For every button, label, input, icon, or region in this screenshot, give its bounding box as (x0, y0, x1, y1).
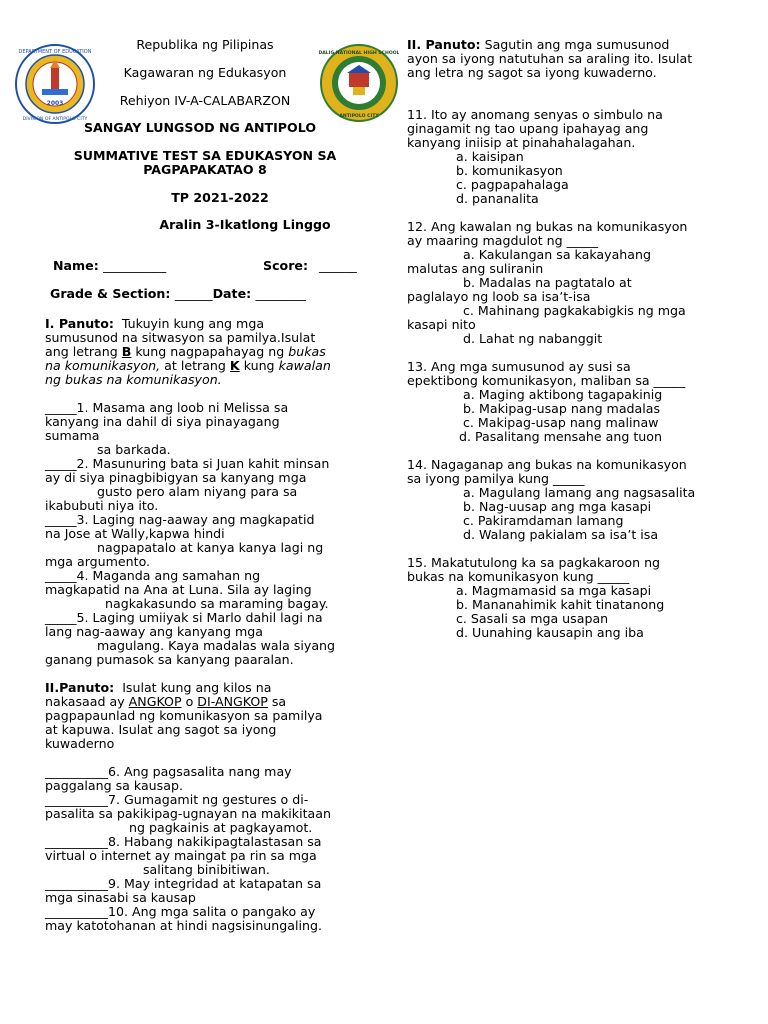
q12-choice-a-cont: malutas ang suliranin (407, 261, 544, 276)
grade-blank[interactable]: ______ (174, 286, 213, 301)
item-2-line4: ikabubuti niya ito. (45, 498, 159, 513)
part2-line2a: nakasaad ay (45, 694, 125, 709)
item-1-line1: _____1. Masama ang loob ni Melissa sa (45, 400, 289, 415)
item-4-line2: magkapatid na Ana at Luna. Sila ay laging (45, 582, 312, 597)
part1-section (45, 317, 370, 933)
q15-stem-1: 15. Makatutulong ka sa pagkakaroon ng (407, 555, 661, 570)
question-15 (407, 556, 727, 640)
part2-items (45, 765, 370, 933)
score-label: Score: (263, 258, 308, 273)
q12-stem-2: ay maaring magdulot ng _____ (407, 233, 599, 248)
part2-heading: II.Panuto: (45, 680, 115, 695)
item-7-line2: pasalita sa pakikipag-ugnayan na makikitaan (45, 806, 331, 821)
q13-stem-1: 13. Ang mga sumusunod ay susi sa (407, 359, 631, 374)
part2-line1: Isulat kung ang kilos na (122, 680, 272, 695)
q13-stem-2: epektibong komunikasyon, maliban sa _____ (407, 373, 686, 388)
q13-choice-a[interactable]: a. Maging aktibong tagapakinig (463, 387, 663, 402)
part2-line2b: o (185, 694, 194, 709)
item-1-line4: sa barkada. (97, 442, 171, 457)
angkop-label: ANGKOP (128, 694, 182, 709)
item-2-line3: gusto pero alam niyang para sa (97, 484, 298, 499)
q12-choice-a[interactable]: a. Kakulangan sa kakayahang (463, 247, 651, 262)
item-8-line3: salitang binibitiwan. (143, 862, 270, 877)
name-blank[interactable]: __________ (103, 258, 167, 273)
item-3-line4: mga argumento. (45, 554, 151, 569)
q11-choice-c[interactable]: c. pagpapahalaga (456, 177, 569, 192)
item-1 (45, 401, 370, 457)
svg-text:DEPARTMENT OF EDUCATION: DEPARTMENT OF EDUCATION (18, 49, 92, 55)
item-5 (45, 611, 370, 667)
part3-heading: II. Panuto: (407, 37, 481, 52)
item-1-line2: kanyang ina dahil di siya pinayagang (45, 414, 280, 429)
school-logo (319, 43, 399, 123)
svg-text:DALIG NATIONAL HIGH SCHOOL: DALIG NATIONAL HIGH SCHOOL (319, 51, 399, 56)
item-8 (45, 835, 370, 877)
di-angkop-label: DI-ANGKOP (197, 694, 268, 709)
q14-choice-c[interactable]: c. Pakiramdaman lamang (463, 513, 624, 528)
q12-choice-b-cont: paglalayo ng loob sa isa’t-isa (407, 289, 591, 304)
q11-choice-b[interactable]: b. komunikasyon (456, 163, 563, 178)
part3-line2: ayon sa iyong natutuhan sa araling ito. Isulat (407, 51, 693, 66)
item-7-line3: ng pagkainis at pagkayamot. (129, 820, 313, 835)
item-5-line1: _____5. Laging umiiyak si Marlo dahil lagi na (45, 610, 323, 625)
part2-line2c: sa (271, 694, 287, 709)
q13-choice-d[interactable]: d. Pasalitang mensahe ang tuon (459, 429, 662, 444)
part2-section (45, 681, 370, 751)
part1-instructions (45, 317, 370, 387)
part1-line4a: na komunikasyon, (45, 358, 161, 373)
part1-items (45, 401, 370, 667)
q12-choice-c[interactable]: c. Mahinang pagkakabigkis ng mga (463, 303, 686, 318)
question-13 (407, 360, 727, 444)
q11-choice-d[interactable]: d. pananalita (456, 191, 539, 206)
item-2 (45, 457, 370, 513)
svg-text:2003: 2003 (46, 100, 64, 107)
item-7-line1: __________7. Gumagamit ng gestures o di- (45, 792, 309, 807)
q14-choice-b[interactable]: b. Nag-uusap ang mga kasapi (463, 499, 652, 514)
part1-line5: ng bukas na komunikasyon. (45, 372, 222, 387)
q14-choice-d[interactable]: d. Walang pakialam sa isa’t isa (463, 527, 659, 542)
q12-choice-b[interactable]: b. Madalas na pagtatalo at (463, 275, 632, 290)
part3-instructions (407, 38, 727, 80)
item-4 (45, 569, 370, 611)
date-blank[interactable]: ________ (255, 286, 306, 301)
item-10-line2: may katotohanan at hindi nagsisinungaling. (45, 918, 322, 933)
item-1-line3: sumama (45, 428, 100, 443)
item-6-line1: __________6. Ang pagsasalita nang may (45, 764, 292, 779)
lesson-title: Aralin 3-Ikatlong Linggo (159, 217, 331, 232)
svg-text:ANTIPOLO CITY: ANTIPOLO CITY (339, 114, 379, 119)
part1-line2: sumusunod na sitwasyon sa pamilya.Isulat (45, 330, 316, 345)
date-label: Date: (212, 286, 252, 301)
grade-date-row (50, 287, 370, 301)
question-12 (407, 220, 727, 346)
q11-choice-a[interactable]: a. kaisipan (456, 149, 524, 164)
item-9-line2: mga sinasabi sa kausap (45, 890, 196, 905)
item-8-line1: __________8. Habang nakikipagtalastasan sa (45, 834, 322, 849)
item-5-line3: magulang. Kaya madalas wala siyang (97, 638, 336, 653)
question-14 (407, 458, 727, 542)
header-region: Rehiyon IV-A-CALABARZON (119, 93, 291, 108)
name-label: Name: (53, 258, 99, 273)
part2-line3: pagpapaunlad ng komunikasyon sa pamilya (45, 708, 323, 723)
item-4-line1: _____4. Maganda ang samahan ng (45, 568, 261, 583)
item-5-line4: ganang pumasok sa kanyang paaralan. (45, 652, 294, 667)
item-10 (45, 905, 370, 933)
school-year: TP 2021-2022 (171, 190, 269, 205)
item-3 (45, 513, 370, 569)
item-5-line2: lang nag-aaway ang kanyang mga (45, 624, 263, 639)
part3-line3: ang letra ng sagot sa iyong kuwaderno. (407, 65, 657, 80)
svg-text:DIVISION OF ANTIPOLO CITY: DIVISION OF ANTIPOLO CITY (22, 117, 88, 122)
q14-choice-a[interactable]: a. Magulang lamang ang nagsasalita (463, 485, 696, 500)
q13-choice-b[interactable]: b. Makipag-usap nang madalas (463, 401, 661, 416)
item-8-line2: virtual o internet ay maingat pa rin sa mga (45, 848, 317, 863)
item-4-line3: nagkakasundo sa maraming bagay. (105, 596, 329, 611)
item-3-line1: _____3. Laging nag-aaway ang magkapatid (45, 512, 315, 527)
q12-choice-c-cont: kasapi nito (407, 317, 476, 332)
header-republic: Republika ng Pilipinas (136, 37, 274, 52)
test-title-line1: SUMMATIVE TEST SA EDUKASYON SA (73, 148, 337, 163)
item-3-line3: nagpapatalo at kanya kanya lagi ng (97, 540, 324, 555)
score-blank[interactable]: ______ (319, 258, 357, 273)
question-11 (407, 108, 727, 206)
item-9-line1: __________9. May integridad at katapatan sa (45, 876, 322, 891)
item-6 (45, 765, 370, 793)
part2-line5: kuwaderno (45, 736, 115, 751)
part1-line3c: bukas (288, 344, 326, 359)
q12-stem-1: 12. Ang kawalan ng bukas na komunikasyon (407, 219, 688, 234)
letter-k: K (229, 358, 240, 373)
part3-section (407, 38, 727, 640)
header-department: Kagawaran ng Edukasyon (123, 65, 287, 80)
item-7 (45, 793, 370, 835)
part1-line1: Tukuyin kung ang mga (121, 316, 265, 331)
header-division: SANGAY LUNGSOD NG ANTIPOLO (83, 120, 317, 135)
part1-line3b: kung nagpapahayag ng (135, 344, 285, 359)
part3-line1: Sagutin ang mga sumusunod (484, 37, 670, 52)
item-3-line2: na Jose at Wally,kapwa hindi (45, 526, 225, 541)
part1-line4c: kung (243, 358, 275, 373)
item-10-line1: __________10. Ang mga salita o pangako ay (45, 904, 316, 919)
q11-stem-1: 11. Ito ay anomang senyas o simbulo na (407, 107, 663, 122)
part1-line3a: ang letrang (45, 344, 118, 359)
q13-choice-c[interactable]: c. Makipag-usap nang malinaw (463, 415, 659, 430)
q15-choice-c[interactable]: c. Sasali sa mga usapan (456, 611, 609, 626)
item-6-line2: paggalang sa kausap. (45, 778, 183, 793)
letter-b: B (121, 344, 132, 359)
q14-stem-1: 14. Nagaganap ang bukas na komunikasyon (407, 457, 687, 472)
part1-line4b: at letrang (164, 358, 226, 373)
q12-choice-d[interactable]: d. Lahat ng nabanggit (463, 331, 603, 346)
grade-label: Grade & Section: (50, 286, 171, 301)
deped-logo (14, 43, 96, 125)
item-9 (45, 877, 370, 905)
q15-choice-a[interactable]: a. Magmamasid sa mga kasapi (456, 583, 652, 598)
item-2-line1: _____2. Masunuring bata si Juan kahit minsan (45, 456, 330, 471)
q15-choice-b[interactable]: b. Mananahimik kahit tinatanong (456, 597, 665, 612)
test-title-line2: PAGPAPAKATAO 8 (143, 162, 267, 177)
part1-heading: I. Panuto: (45, 316, 114, 331)
q15-choice-d[interactable]: d. Uunahing kausapin ang iba (456, 625, 644, 640)
q15-stem-2: bukas na komunikasyon kung _____ (407, 569, 630, 584)
part2-line4: at kapuwa. Isulat ang sagot sa iyong (45, 722, 277, 737)
item-2-line2: ay di siya pinagbibigyan sa kanyang mga (45, 470, 307, 485)
name-score-row (53, 259, 373, 273)
q11-stem-3: kanyang iniisip at pinahahalagahan. (407, 135, 636, 150)
q14-stem-2: sa iyong pamilya kung _____ (407, 471, 585, 486)
part1-line4d: kawalan (278, 358, 331, 373)
q11-stem-2: ginagamit ng tao upang ipahayag ang (407, 121, 649, 136)
